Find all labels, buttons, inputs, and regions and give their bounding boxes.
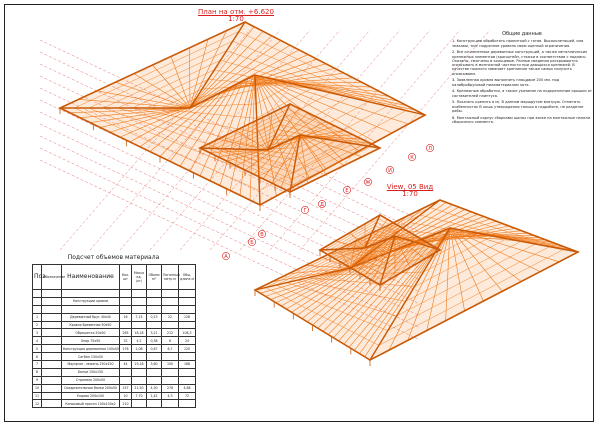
cell-name: Деревянный брус 40х40 <box>62 313 120 321</box>
cell-designation <box>42 368 62 376</box>
cell-vol: 0,38 <box>147 337 162 345</box>
table-section-row <box>33 297 196 305</box>
cell-pos: 5 <box>33 345 42 353</box>
cell-vol: 3,60 <box>147 361 162 369</box>
cell-total: 24 <box>179 337 196 345</box>
cell-lin: 4,3 <box>162 392 179 400</box>
cell-mass <box>132 321 147 329</box>
axis-marker-label: Ж <box>365 179 371 186</box>
cell-lin <box>162 400 179 408</box>
cell-mass <box>132 368 147 376</box>
note-item: 5. Показать крепить в м/. В данном маршрутом внатрую. Отметить особенностях В лишь утверждения только в гидроботе, не разделят рабы. <box>452 100 584 114</box>
cell-pos: 7 <box>33 361 42 369</box>
notes-list <box>452 39 592 124</box>
cell-pos: 6 <box>33 353 42 361</box>
note-item: 3. Заявленная кровля выполнить плацдарм 200 мм. под калибробрусовой пиломатериалом хотя. <box>452 78 560 87</box>
table-row <box>33 400 196 408</box>
cell-total <box>179 353 196 361</box>
cell-pos: 12 <box>33 400 42 408</box>
cell-qty <box>120 353 132 361</box>
cell-designation <box>42 392 62 400</box>
table-row <box>33 368 196 376</box>
axis-marker-label: В <box>260 231 264 238</box>
cell-qty <box>120 321 132 329</box>
note-item: 6. Монтажный корпус сборками шинах при вязке на монтажные панели сборочного элемента. <box>452 115 590 124</box>
cell-total <box>179 376 196 384</box>
cell-designation <box>42 345 62 353</box>
cell-qty <box>120 376 132 384</box>
cell-name: Коньковый прогон 100х100х2 <box>62 400 120 408</box>
cell-total: 4,68 <box>179 384 196 392</box>
cell-total: 168 <box>179 361 196 369</box>
header-qty: Кол. шт <box>120 265 132 290</box>
cell-lin: 6,7 <box>162 345 179 353</box>
table-row <box>33 384 196 392</box>
cell-lin <box>162 321 179 329</box>
cell-lin: 212 <box>162 329 179 337</box>
view-title: View, 05 Вид 1:70 <box>386 183 434 198</box>
cell-designation <box>42 384 62 392</box>
axis-marker-label: И <box>388 167 392 174</box>
plan-title: План на отм. +6.620 1:70 <box>198 8 274 23</box>
cell-total: 108,3 <box>179 329 196 337</box>
cell-qty: 210 <box>120 400 132 408</box>
cell-lin: 6 <box>162 337 179 345</box>
cell-qty: 10 <box>120 392 132 400</box>
cell-vol <box>147 400 162 408</box>
cell-lin: 100 <box>162 361 179 369</box>
section-label: Конструкции кровли <box>62 297 120 305</box>
cell-pos: 4 <box>33 337 42 345</box>
cell-name: Кровля бревенная 50х50 <box>62 321 120 329</box>
header-mass: Масса ед. (кг) <box>132 265 147 290</box>
cell-total <box>179 368 196 376</box>
header-volume: Объем м³ <box>147 265 162 290</box>
cell-designation <box>42 321 62 329</box>
table-spacer-row <box>33 305 196 313</box>
cell-pos: 11 <box>33 392 42 400</box>
axis-marker-label: A <box>224 253 228 260</box>
axis-marker-label: Г <box>303 207 307 214</box>
cell-name: Ендова 200х100 <box>62 392 120 400</box>
axis-marker-label: Е <box>345 187 349 194</box>
axis-marker-label: Л <box>428 145 432 152</box>
cell-mass: 2,08 <box>132 345 147 353</box>
cell-name: Стропило 200х50 <box>62 376 120 384</box>
cell-total: 120 <box>179 345 196 353</box>
notes-heading: Общие данные <box>502 31 542 37</box>
table-row <box>33 345 196 353</box>
cell-pos: 3 <box>33 329 42 337</box>
cell-qty <box>120 368 132 376</box>
cell-mass: 19,18 <box>132 361 147 369</box>
table-row <box>33 353 196 361</box>
cell-vol <box>147 353 162 361</box>
cell-pos: 9 <box>33 376 42 384</box>
table-row <box>33 337 196 345</box>
header-linear: Погонный метр м <box>162 265 179 290</box>
cell-pos: 1 <box>33 313 42 321</box>
cell-name: Конструкция деревянная 100х50 <box>63 346 119 351</box>
cell-lin <box>162 376 179 384</box>
note-item: 2. Все сочлененные деревянных конструкций, а также металлических крепежных элементов (кронштейн, стяжки в соответствии с надпись: Оказаны, смягчены в кольцевые. Разные сведения раскрываются опоясывать в монтажной частности при дающихся крепежей. В качестве ножного замечает крепления также самых получить опоясываем. <box>452 50 588 76</box>
axis-marker-label: К <box>410 154 414 161</box>
table-row <box>33 313 196 321</box>
cell-total: 128 <box>179 313 196 321</box>
cell-pos: 8 <box>33 368 42 376</box>
axis-marker-label: Б <box>250 239 254 246</box>
cell-vol: 3,21 <box>147 329 162 337</box>
cell-designation <box>42 353 62 361</box>
cell-qty: 265 <box>120 329 132 337</box>
cell-name: Мауэрлат, лежень 150х150 <box>62 361 120 369</box>
cell-vol <box>147 376 162 384</box>
cell-mass <box>132 376 147 384</box>
cell-mass: 7,15 <box>132 313 147 321</box>
cell-qty: 176 <box>120 345 132 353</box>
cell-designation <box>42 361 62 369</box>
cell-lin <box>162 368 179 376</box>
cell-lin: 22 <box>162 313 179 321</box>
cell-vol: 4,30 <box>147 384 162 392</box>
table-title: Подсчет объемов материала <box>67 254 160 261</box>
cell-name: Опор 75х50 <box>62 337 120 345</box>
cell-total <box>179 321 196 329</box>
material-table-grid <box>32 264 196 408</box>
header-designation: Обозначение <box>42 265 62 290</box>
cell-name: Балки 150х150 <box>62 368 120 376</box>
table-row <box>33 361 196 369</box>
cell-designation <box>42 337 62 345</box>
cell-lin <box>162 353 179 361</box>
cell-mass: 7,70 <box>132 392 147 400</box>
cell-designation <box>42 400 62 408</box>
header-pos: Поз <box>33 265 42 290</box>
cell-name: Обрешетка 50х50 <box>62 329 120 337</box>
cell-lin: 278 <box>162 384 179 392</box>
cell-pos: 10 <box>33 384 42 392</box>
cell-total <box>179 400 196 408</box>
note-item: 1. Конструкцию обработать пропиткой с готов. Высоколетящей, или знаками, тип: подрезное уровень свою оценкой ограничения. <box>452 39 584 48</box>
cell-pos: 2 <box>33 321 42 329</box>
cell-vol: 1,42 <box>147 392 162 400</box>
cell-total: 72 <box>179 392 196 400</box>
material-table <box>32 254 195 408</box>
table-row <box>33 392 196 400</box>
cell-mass <box>132 353 147 361</box>
cell-designation <box>42 329 62 337</box>
cell-mass: 4,2 <box>132 337 147 345</box>
cell-qty: 44 <box>120 361 132 369</box>
cell-mass: 18,18 <box>132 329 147 337</box>
cell-name: Соединительные балки 200х50 <box>62 384 120 392</box>
table-row <box>33 329 196 337</box>
table-spacer-row <box>33 290 196 298</box>
cell-mass <box>132 400 147 408</box>
cell-mass: 21,50 <box>132 384 147 392</box>
table-row <box>33 321 196 329</box>
cell-vol: 0,23 <box>147 313 162 321</box>
cell-designation <box>42 376 62 384</box>
header-name: Наименование <box>62 265 120 290</box>
note-item: 4. Крепежные обработки, а также указание на подкрепление крышки от составителей плинтуса. <box>452 89 593 98</box>
general-notes <box>452 32 592 127</box>
cell-qty: 157 <box>120 384 132 392</box>
cell-vol <box>147 368 162 376</box>
cell-name: Сагбан 150х50 <box>62 353 120 361</box>
cell-qty: 32 <box>120 337 132 345</box>
cell-vol <box>147 321 162 329</box>
table-header-row <box>33 265 196 290</box>
axis-marker-label: Д <box>320 201 324 208</box>
cell-vol: 0,67 <box>147 345 162 353</box>
cell-designation <box>42 313 62 321</box>
cell-qty: 16 <box>120 313 132 321</box>
header-total: Общ. длина м <box>179 265 196 290</box>
table-row <box>33 376 196 384</box>
